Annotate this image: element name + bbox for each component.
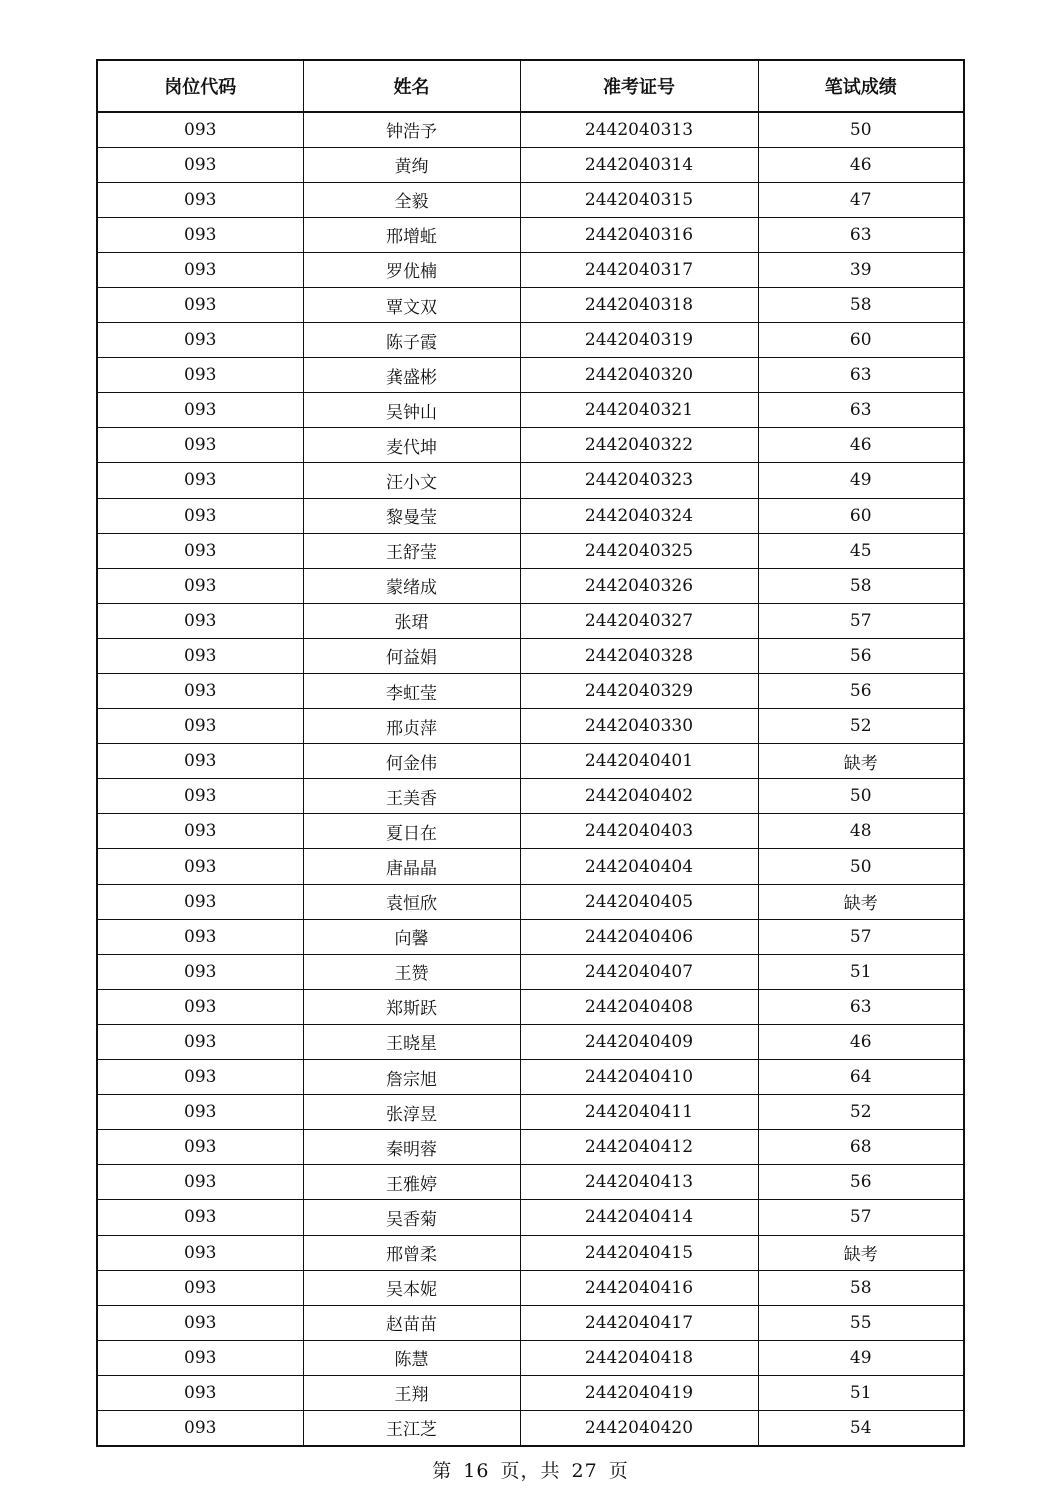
page-footer [0,1456,1061,1483]
cell-position-code: 093 [97,709,303,744]
cell-written-score: 49 [758,463,964,498]
table-row [97,287,964,322]
table-row [97,182,964,217]
cell-written-score: 56 [758,1165,964,1200]
cell-name: 向馨 [303,919,520,954]
cell-written-score: 52 [758,709,964,744]
cell-name: 王江芝 [303,1410,520,1445]
cell-position-code: 093 [97,358,303,393]
cell-position-code: 093 [97,182,303,217]
cell-position-code: 093 [97,217,303,252]
cell-name: 吴本妮 [303,1270,520,1305]
cell-position-code: 093 [97,1095,303,1130]
cell-name: 汪小文 [303,463,520,498]
page-label-suffix: 页 [608,1460,629,1482]
cell-exam-id: 2442040412 [520,1130,758,1165]
table-row [97,1305,964,1340]
cell-position-code: 093 [97,428,303,463]
table-row [97,849,964,884]
cell-position-code: 093 [97,814,303,849]
cell-name: 黎曼莹 [303,498,520,533]
cell-exam-id: 2442040408 [520,989,758,1024]
cell-name: 吴香菊 [303,1200,520,1235]
cell-written-score: 50 [758,779,964,814]
table-row [97,919,964,954]
cell-position-code: 093 [97,1410,303,1445]
cell-position-code: 093 [97,1340,303,1375]
cell-position-code: 093 [97,1200,303,1235]
table-row [97,498,964,533]
cell-position-code: 093 [97,498,303,533]
cell-written-score: 52 [758,1095,964,1130]
cell-written-score: 68 [758,1130,964,1165]
cell-written-score: 57 [758,1200,964,1235]
cell-written-score: 46 [758,147,964,182]
cell-position-code: 093 [97,1060,303,1095]
cell-exam-id: 2442040419 [520,1375,758,1410]
cell-written-score: 51 [758,1375,964,1410]
table-row [97,428,964,463]
cell-position-code: 093 [97,147,303,182]
header-exam-id: 准考证号 [520,60,758,112]
cell-name: 邢增蚯 [303,217,520,252]
cell-exam-id: 2442040403 [520,814,758,849]
cell-exam-id: 2442040315 [520,182,758,217]
cell-written-score: 缺考 [758,744,964,779]
cell-name: 何益娟 [303,638,520,673]
cell-name: 张淳昱 [303,1095,520,1130]
cell-exam-id: 2442040318 [520,287,758,322]
cell-position-code: 093 [97,1235,303,1270]
cell-exam-id: 2442040411 [520,1095,758,1130]
cell-written-score: 57 [758,919,964,954]
table-row [97,1410,964,1445]
table-header-row [97,60,964,112]
current-page-number: 16 [463,1460,490,1482]
cell-position-code: 093 [97,1375,303,1410]
cell-name: 王晓星 [303,1024,520,1059]
total-pages-number: 27 [571,1460,598,1482]
cell-name: 王舒莹 [303,533,520,568]
cell-written-score: 63 [758,358,964,393]
cell-position-code: 093 [97,252,303,287]
cell-name: 李虹莹 [303,674,520,709]
header-position-code: 岗位代码 [97,60,303,112]
cell-position-code: 093 [97,849,303,884]
table-row [97,147,964,182]
cell-position-code: 093 [97,287,303,322]
cell-written-score: 51 [758,954,964,989]
cell-written-score: 60 [758,323,964,358]
cell-name: 赵苗苗 [303,1305,520,1340]
table-row [97,1024,964,1059]
cell-position-code: 093 [97,638,303,673]
cell-exam-id: 2442040327 [520,603,758,638]
cell-exam-id: 2442040321 [520,393,758,428]
cell-position-code: 093 [97,463,303,498]
table-row [97,603,964,638]
cell-position-code: 093 [97,1165,303,1200]
cell-exam-id: 2442040410 [520,1060,758,1095]
cell-name: 郑斯跃 [303,989,520,1024]
cell-exam-id: 2442040413 [520,1165,758,1200]
cell-position-code: 093 [97,603,303,638]
table-row [97,393,964,428]
cell-exam-id: 2442040325 [520,533,758,568]
cell-written-score: 63 [758,217,964,252]
cell-exam-id: 2442040319 [520,323,758,358]
cell-exam-id: 2442040417 [520,1305,758,1340]
cell-written-score: 46 [758,1024,964,1059]
cell-exam-id: 2442040420 [520,1410,758,1445]
cell-name: 袁恒欣 [303,884,520,919]
cell-name: 陈慧 [303,1340,520,1375]
table-row [97,1095,964,1130]
table-row [97,112,964,147]
cell-exam-id: 2442040409 [520,1024,758,1059]
cell-exam-id: 2442040330 [520,709,758,744]
cell-exam-id: 2442040324 [520,498,758,533]
cell-name: 覃文双 [303,287,520,322]
cell-position-code: 093 [97,393,303,428]
cell-name: 蒙绪成 [303,568,520,603]
cell-name: 王雅婷 [303,1165,520,1200]
cell-name: 黄绚 [303,147,520,182]
cell-written-score: 58 [758,1270,964,1305]
cell-exam-id: 2442040414 [520,1200,758,1235]
table-row [97,674,964,709]
cell-position-code: 093 [97,744,303,779]
score-table [96,59,965,1447]
cell-exam-id: 2442040323 [520,463,758,498]
cell-position-code: 093 [97,779,303,814]
cell-name: 邢曾柔 [303,1235,520,1270]
cell-exam-id: 2442040314 [520,147,758,182]
cell-name: 全毅 [303,182,520,217]
cell-name: 秦明蓉 [303,1130,520,1165]
cell-position-code: 093 [97,989,303,1024]
table-row [97,1130,964,1165]
table-row [97,954,964,989]
cell-name: 王美香 [303,779,520,814]
cell-written-score: 48 [758,814,964,849]
cell-position-code: 093 [97,884,303,919]
page-label-unit: 页，共 [500,1460,561,1482]
cell-exam-id: 2442040404 [520,849,758,884]
header-written-score: 笔试成绩 [758,60,964,112]
table-row [97,638,964,673]
cell-written-score: 56 [758,638,964,673]
cell-name: 邢贞萍 [303,709,520,744]
cell-exam-id: 2442040322 [520,428,758,463]
cell-name: 罗优楠 [303,252,520,287]
table-row [97,1340,964,1375]
cell-position-code: 093 [97,954,303,989]
cell-exam-id: 2442040316 [520,217,758,252]
cell-written-score: 50 [758,112,964,147]
cell-name: 王赞 [303,954,520,989]
cell-name: 唐晶晶 [303,849,520,884]
cell-exam-id: 2442040418 [520,1340,758,1375]
cell-written-score: 56 [758,674,964,709]
cell-name: 张珺 [303,603,520,638]
table-row [97,1200,964,1235]
cell-position-code: 093 [97,1305,303,1340]
table-row [97,217,964,252]
table-row [97,358,964,393]
cell-written-score: 58 [758,568,964,603]
table-row [97,1270,964,1305]
cell-position-code: 093 [97,323,303,358]
cell-position-code: 093 [97,112,303,147]
cell-name: 夏日在 [303,814,520,849]
cell-written-score: 46 [758,428,964,463]
table-row [97,1235,964,1270]
cell-written-score: 55 [758,1305,964,1340]
cell-name: 王翔 [303,1375,520,1410]
cell-exam-id: 2442040328 [520,638,758,673]
cell-exam-id: 2442040407 [520,954,758,989]
cell-exam-id: 2442040329 [520,674,758,709]
cell-written-score: 缺考 [758,884,964,919]
cell-exam-id: 2442040402 [520,779,758,814]
table-row [97,779,964,814]
cell-name: 何金伟 [303,744,520,779]
table-row [97,709,964,744]
table-row [97,568,964,603]
cell-written-score: 缺考 [758,1235,964,1270]
cell-written-score: 45 [758,533,964,568]
cell-exam-id: 2442040317 [520,252,758,287]
cell-position-code: 093 [97,674,303,709]
cell-name: 詹宗旭 [303,1060,520,1095]
table-row [97,814,964,849]
table-row [97,989,964,1024]
cell-written-score: 50 [758,849,964,884]
cell-written-score: 39 [758,252,964,287]
table-row [97,744,964,779]
table-row [97,1165,964,1200]
page-label-prefix: 第 [432,1460,453,1482]
cell-written-score: 47 [758,182,964,217]
cell-written-score: 58 [758,287,964,322]
cell-name: 陈子霞 [303,323,520,358]
cell-exam-id: 2442040415 [520,1235,758,1270]
cell-position-code: 093 [97,568,303,603]
cell-position-code: 093 [97,1130,303,1165]
cell-position-code: 093 [97,1024,303,1059]
cell-written-score: 60 [758,498,964,533]
table-row [97,1375,964,1410]
table-row [97,1060,964,1095]
cell-exam-id: 2442040416 [520,1270,758,1305]
cell-exam-id: 2442040320 [520,358,758,393]
cell-name: 麦代坤 [303,428,520,463]
table-row [97,884,964,919]
cell-name: 龚盛彬 [303,358,520,393]
cell-written-score: 63 [758,393,964,428]
table-row [97,463,964,498]
cell-exam-id: 2442040405 [520,884,758,919]
table-row [97,323,964,358]
cell-written-score: 54 [758,1410,964,1445]
table-row [97,252,964,287]
cell-position-code: 093 [97,533,303,568]
cell-exam-id: 2442040401 [520,744,758,779]
cell-written-score: 57 [758,603,964,638]
cell-written-score: 63 [758,989,964,1024]
cell-exam-id: 2442040326 [520,568,758,603]
cell-position-code: 093 [97,919,303,954]
cell-name: 钟浩予 [303,112,520,147]
cell-exam-id: 2442040313 [520,112,758,147]
cell-written-score: 49 [758,1340,964,1375]
header-name: 姓名 [303,60,520,112]
table-row [97,533,964,568]
cell-exam-id: 2442040406 [520,919,758,954]
cell-written-score: 64 [758,1060,964,1095]
cell-name: 吴钟山 [303,393,520,428]
cell-position-code: 093 [97,1270,303,1305]
